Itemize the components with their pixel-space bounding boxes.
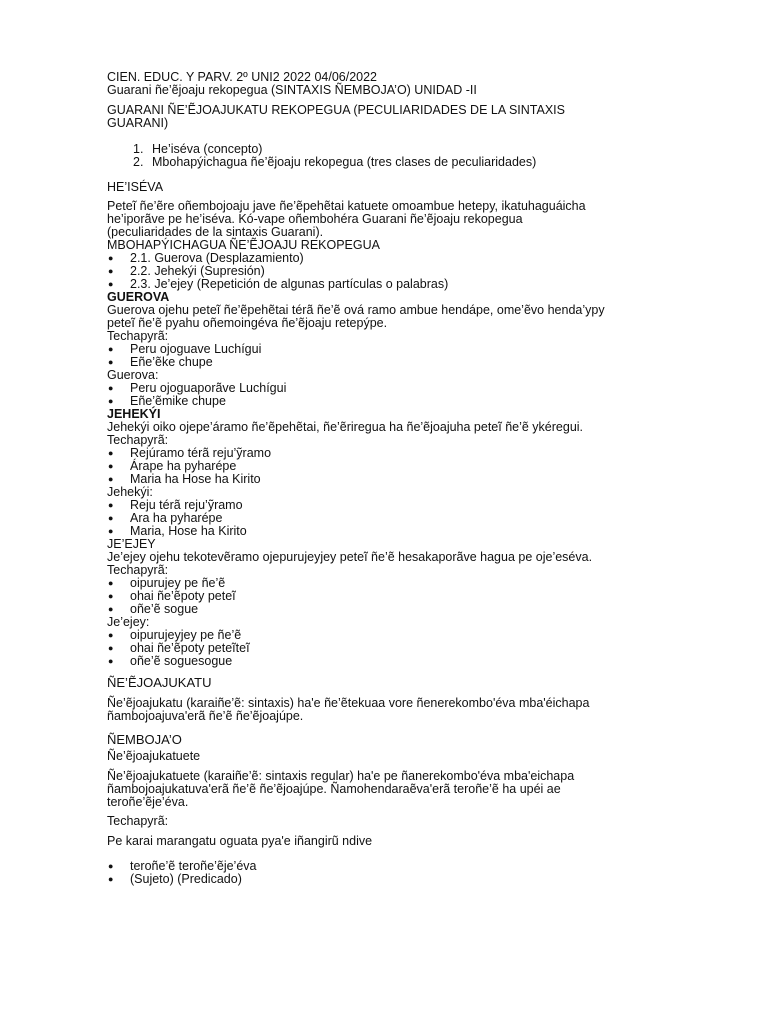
example-label: Techapyrã: bbox=[107, 814, 169, 828]
list-item: 2.3. Je’ejey (Repetición de algunas partículas o palabras) bbox=[130, 277, 449, 291]
bullet-icon: ● bbox=[108, 474, 114, 484]
section-title: JEHEKÝI bbox=[107, 407, 161, 421]
bullet-icon: ● bbox=[108, 357, 114, 367]
list-item: oñe’ẽ sogue bbox=[130, 602, 199, 616]
list-item: oñe’ẽ soguesogue bbox=[130, 654, 233, 668]
list-item: teroñe’ẽ teroñe’ẽje’éva bbox=[130, 859, 257, 873]
list-item: ohai ñe’ẽpoty peteĩteĩ bbox=[130, 641, 250, 655]
list-item: Árape ha pyharépe bbox=[130, 459, 237, 473]
list-item: 2.2. Jehekýi (Supresión) bbox=[130, 264, 265, 278]
paragraph-line: Ñe’ẽjoajukatuete (karaiñe’ẽ: sintaxis regular) ha'e pe ñanerekombo'éva mba'eichapa bbox=[107, 769, 575, 783]
paragraph-line: Jehekýi oiko ojepe’áramo ñe’ẽpehẽtai, ñe’ẽriregua ha ñe’ẽjoajuha peteĩ ñe’ẽ ykéregui. bbox=[107, 420, 584, 434]
bullet-icon: ● bbox=[108, 630, 114, 640]
list-item: oipurujeyjey pe ñe’ẽ bbox=[130, 628, 242, 642]
doc-heading-line: GUARANI ÑE’ẼJOAJUKATU REKOPEGUA (PECULIARIDADES DE LA SINTAXIS bbox=[107, 103, 565, 117]
list-item: Reju térã reju’ỹramo bbox=[130, 498, 243, 512]
toc-item: Mbohapýichagua ñe’ẽjoaju rekopegua (tres clases de peculiaridades) bbox=[152, 155, 537, 169]
bullet-icon: ● bbox=[108, 500, 114, 510]
bullet-icon: ● bbox=[108, 874, 114, 884]
bullet-icon: ● bbox=[108, 591, 114, 601]
example-label: Techapyrã: bbox=[107, 563, 169, 577]
paragraph-line: Guerova ojehu peteĩ ñe’ẽpehẽtai térã ñe’ẽ ová ramo ambue hendápe, ome’ẽvo henda’ypy bbox=[107, 303, 605, 317]
bullet-icon: ● bbox=[108, 861, 114, 871]
doc-header-line: CIEN. EDUC. Y PARV. 2º UNI2 2022 04/06/2022 bbox=[107, 70, 378, 84]
bullet-icon: ● bbox=[108, 513, 114, 523]
bullet-icon: ● bbox=[108, 396, 114, 406]
list-item: Eñe’ẽmike chupe bbox=[130, 394, 226, 408]
example-label: Techapyrã: bbox=[107, 329, 169, 343]
paragraph-line: he’iporãve pe he’iséva. Kó-vape oñembohéra Guarani ñe’ẽjoaju rekopegua bbox=[107, 212, 523, 226]
list-item: Maria ha Hose ha Kirito bbox=[130, 472, 261, 486]
result-label: Je’ejey: bbox=[107, 615, 150, 629]
bullet-icon: ● bbox=[108, 448, 114, 458]
bullet-icon: ● bbox=[108, 266, 114, 276]
list-item: Eñe’ẽke chupe bbox=[130, 355, 213, 369]
toc-number: 2. bbox=[133, 155, 144, 169]
paragraph-line: Peteĩ ñe’ẽre oñembojoaju jave ñe’ẽpehẽtai katuete omoambue hetepy, ikatuhaguáicha bbox=[107, 199, 586, 213]
list-item: (Sujeto) (Predicado) bbox=[130, 872, 242, 886]
example-label: Techapyrã: bbox=[107, 433, 169, 447]
bullet-icon: ● bbox=[108, 253, 114, 263]
paragraph-line: Je’ejey ojehu tekotevẽramo ojepurujeyjey peteĩ ñe’ẽ hesakaporãve hagua pe oje’eséva. bbox=[107, 550, 593, 564]
section-title: ÑEMBOJA’O bbox=[107, 732, 182, 747]
paragraph-line: ñambojoajukatuva'erã ñe’ẽ ñe’ẽjoajúpe. Ñamohendaraẽva'erã teroñe’ẽ ha upéi ae bbox=[107, 782, 561, 796]
bullet-icon: ● bbox=[108, 656, 114, 666]
paragraph-line: Ñe’ẽjoajukatu (karaiñe’ẽ: sintaxis) ha'e ñe’ẽtekuaa vore ñenerekombo'éva mba'éichapa bbox=[107, 696, 590, 710]
list-item: ohai ñe’ẽpoty peteĩ bbox=[130, 589, 236, 603]
bullet-icon: ● bbox=[108, 461, 114, 471]
doc-subtitle: Guarani ñe’ẽjoaju rekopegua (SINTAXIS ÑEMBOJA’O) UNIDAD -II bbox=[107, 83, 477, 97]
bullet-icon: ● bbox=[108, 578, 114, 588]
paragraph-line: teroñe’ẽje’éva. bbox=[107, 795, 189, 809]
section-title: ÑE’ẼJOAJUKATU bbox=[107, 675, 212, 690]
bullet-icon: ● bbox=[108, 344, 114, 354]
doc-heading-line: GUARANI) bbox=[107, 116, 169, 130]
paragraph-line: peteĩ ñe’ẽ pyahu oñemoingéva ñe’ẽjoaju retepýpe. bbox=[107, 316, 388, 330]
section-title: JE’EJEY bbox=[107, 537, 156, 551]
bullet-icon: ● bbox=[108, 643, 114, 653]
list-item: Peru ojoguaporãve Luchígui bbox=[130, 381, 287, 395]
bullet-icon: ● bbox=[108, 279, 114, 289]
list-item: 2.1. Guerova (Desplazamiento) bbox=[130, 251, 304, 265]
paragraph-line: (peculiaridades de la sintaxis Guarani). bbox=[107, 225, 324, 239]
result-label: Guerova: bbox=[107, 368, 159, 382]
list-item: Rejúramo térã reju’ỹramo bbox=[130, 446, 272, 460]
list-item: Ara ha pyharépe bbox=[130, 511, 223, 525]
bullet-icon: ● bbox=[108, 526, 114, 536]
section-title: GUEROVA bbox=[107, 290, 170, 304]
toc-number: 1. bbox=[133, 142, 144, 156]
section-title: HE’ISÉVA bbox=[107, 180, 164, 194]
list-item: oipurujey pe ñe’ẽ bbox=[130, 576, 226, 590]
subsection-title: Ñe’ẽjoajukatuete bbox=[107, 749, 201, 763]
bullet-icon: ● bbox=[108, 604, 114, 614]
result-label: Jehekýi: bbox=[107, 485, 153, 499]
example-sentence: Pe karai marangatu oguata pya'e iñangirũ ndive bbox=[107, 834, 373, 848]
section-title: MBOHAPÝICHAGUA ÑE’ẼJOAJU REKOPEGUA bbox=[107, 238, 380, 252]
list-item: Maria, Hose ha Kirito bbox=[130, 524, 247, 538]
toc-item: He’iséva (concepto) bbox=[152, 142, 263, 156]
list-item: Peru ojoguave Luchígui bbox=[130, 342, 262, 356]
bullet-icon: ● bbox=[108, 383, 114, 393]
paragraph-line: ñambojoajuva'erã ñe’ẽ ñe’ẽjoajúpe. bbox=[107, 709, 304, 723]
